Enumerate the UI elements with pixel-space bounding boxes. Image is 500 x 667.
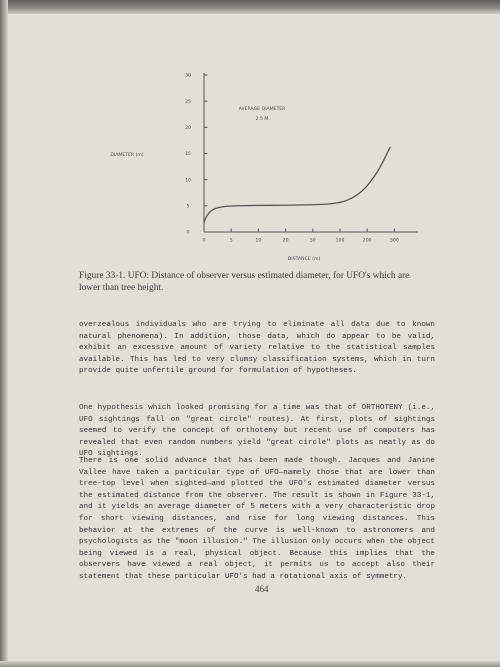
figure-caption: Figure 33-1. UFO: Distance of observer versus estimated diameter, for UFO's which are lower than tree height. <box>79 271 410 293</box>
body-paragraph-3: There is one solid advance that has been made though. Jacques and Janine Vallee have taken a particular type of UFO—namely those that are lower than tree-top level when sighted—and plotted the UFO's estimated diameter versus the estimated distance from the observer. The result is shown in Figure 33-1, and it yields an average diameter of 5 meters with a very characteristic drop for short viewing distances, and rise for long viewing distances. This behavior at the extremes of the curve is well-known to astronomers and psychologists as the "moon illusion." The illusion only occurs when the object being viewed is a real, physical object. Because this implies that the observers have viewed a real object, it permits us to accept also their statement that these particular UFO's had a rotational axis of symmetry. <box>79 457 435 581</box>
x-axis-label: DISTANCE (m) <box>287 257 321 262</box>
page-number: 464 <box>255 584 269 594</box>
annotation-line-1: AVERAGE DIAMETER <box>238 107 286 112</box>
body-paragraph-1: overzealous individuals who are trying to eliminate all data due to known natural phenomena). In addition, those data, which do appear to be valid, exhibit an excessive amount of variety relative to the statistical samples available. This has led to very clumsy classification systems, which in turn provide quite unfertile ground for formulation of hypotheses. <box>79 321 435 376</box>
x-tick-label: 200 <box>362 238 372 244</box>
x-tick-label: 5 <box>229 238 233 244</box>
figure-chart <box>0 0 500 262</box>
x-tick-label: 500 <box>390 238 399 244</box>
x-tick-label: 100 <box>335 238 345 244</box>
x-tick-label: 20 <box>282 238 289 244</box>
y-tick-label: 30 <box>185 73 191 79</box>
y-tick-label: 10 <box>185 178 191 184</box>
scan-bottom-edge <box>0 661 500 667</box>
y-tick-label: 5 <box>186 204 190 210</box>
y-axis-label: DIAMETER (m) <box>110 153 144 158</box>
x-tick-group <box>203 229 399 244</box>
x-tick-label: 10 <box>255 238 262 244</box>
y-tick-label: 20 <box>185 125 191 131</box>
series-line <box>204 147 390 223</box>
x-tick-label: 0 <box>202 238 206 244</box>
annotation-line-2: 2.5 M <box>255 117 269 122</box>
body-paragraph-2: One hypothesis which looked promising for a time was that of ORTHOTENY (i.e., UFO sightings fall on "great circle" routes). At first, plots of sightings seemed to verify the concept of orthoteny but recent use of computers has revealed that even random numbers yield "great circle" plots as neatly as do UFO sightings. <box>79 404 435 459</box>
y-tick-label: 25 <box>185 99 191 105</box>
x-tick-label: 50 <box>309 238 316 244</box>
y-tick-label: 15 <box>185 152 191 158</box>
y-tick-label: 0 <box>186 230 190 236</box>
